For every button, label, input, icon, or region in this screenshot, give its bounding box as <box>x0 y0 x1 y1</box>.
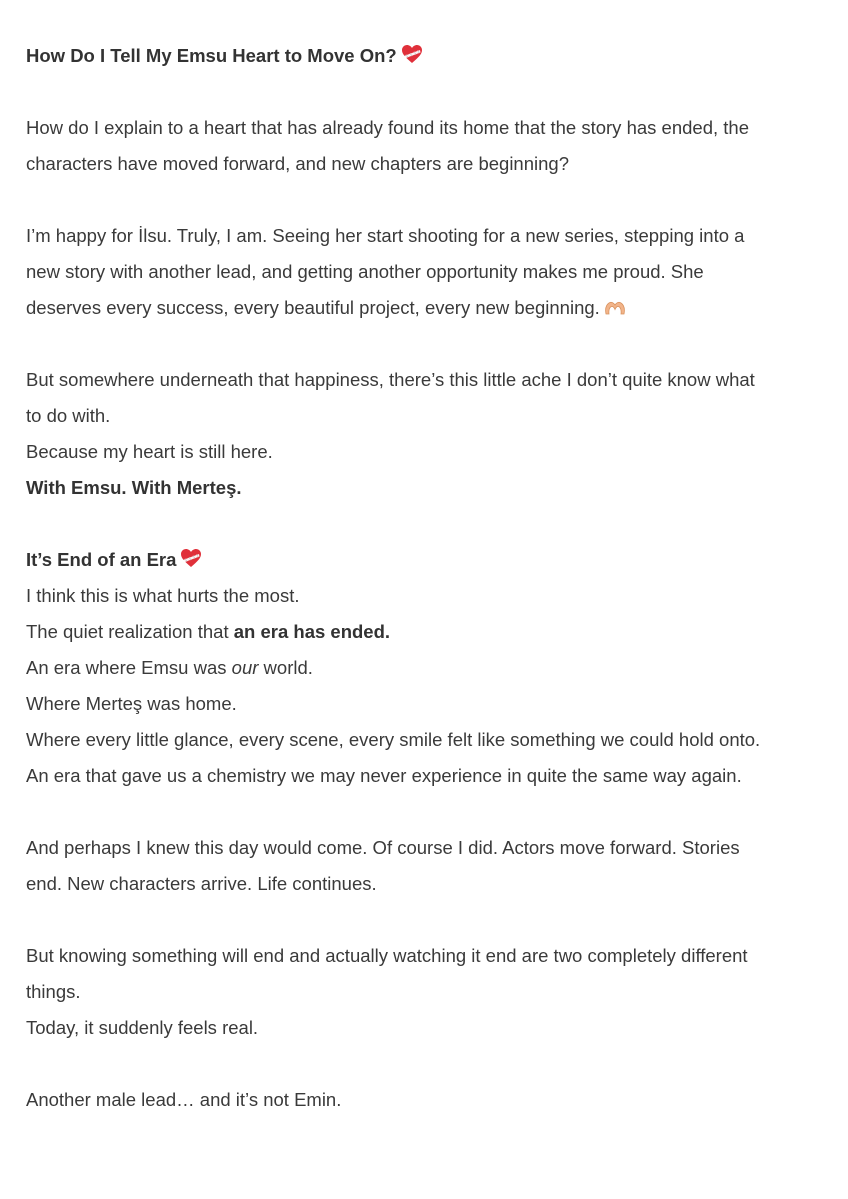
section-line-6: An era that gave us a chemistry we may never experience in quite the same way again. <box>26 765 742 786</box>
paragraph-3-bold-line: With Emsu. With Merteş. <box>26 477 242 498</box>
section-line-1: I think this is what hurts the most. <box>26 585 300 606</box>
paragraph-2-line-3-text: deserves every success, every beautiful project, every new beginning. <box>26 297 600 318</box>
section-line-2-bold: an era has ended. <box>233 621 391 642</box>
mending-heart-icon <box>180 544 202 580</box>
section-line-5: Where every little glance, every scene, every smile felt like something we could hold onto. <box>26 729 761 750</box>
paragraph-1-line-2: characters have moved forward, and new chapters are beginning? <box>26 153 569 174</box>
paragraph-5-line-1: But knowing something will end and actually watching it end are two completely different <box>26 945 748 966</box>
paragraph-2-line-1: I’m happy for İlsu. Truly, I am. Seeing her start shooting for a new series, stepping into a <box>26 225 745 246</box>
section-line-3-text: An era where Emsu was <box>26 657 232 678</box>
section-line-4: Where Merteş was home. <box>26 693 237 714</box>
section-line-3-text-end: world. <box>258 657 313 678</box>
post-title-text: How Do I Tell My Emsu Heart to Move On? <box>26 45 397 66</box>
paragraph-3-line-3: Because my heart is still here. <box>26 441 273 462</box>
paragraph-5-line-2: things. <box>26 981 81 1002</box>
paragraph-4-line-1: And perhaps I knew this day would come. Of course I did. Actors move forward. Stories <box>26 837 740 858</box>
section-line-2-text: The quiet realization that <box>26 621 234 642</box>
section-line-3-italic: our <box>231 657 259 678</box>
post-title <box>26 38 826 74</box>
paragraph-2-line-2: new story with another lead, and getting another opportunity makes me proud. She <box>26 261 704 282</box>
paragraph-4-line-2: end. New characters arrive. Life continues. <box>26 873 377 894</box>
section-heading-text: It’s End of an Era <box>26 549 177 570</box>
section-line-3 <box>26 650 826 686</box>
section-heading <box>26 542 826 578</box>
mending-heart-icon <box>401 40 423 76</box>
document-body <box>26 38 826 1118</box>
paragraph-5-line-3: Today, it suddenly feels real. <box>26 1017 259 1038</box>
paragraph-6: Another male lead… and it’s not Emin. <box>26 1089 342 1110</box>
paragraph-1-line-1: How do I explain to a heart that has already found its home that the story has ended, the <box>26 117 749 138</box>
paragraph-3-line-2: to do with. <box>26 405 111 426</box>
heart-hands-icon <box>604 292 626 328</box>
paragraph-3-line-1: But somewhere underneath that happiness, there’s this little ache I don’t quite know what <box>26 369 755 390</box>
section-line-2 <box>26 614 826 650</box>
paragraph-2-line-3 <box>26 290 826 326</box>
